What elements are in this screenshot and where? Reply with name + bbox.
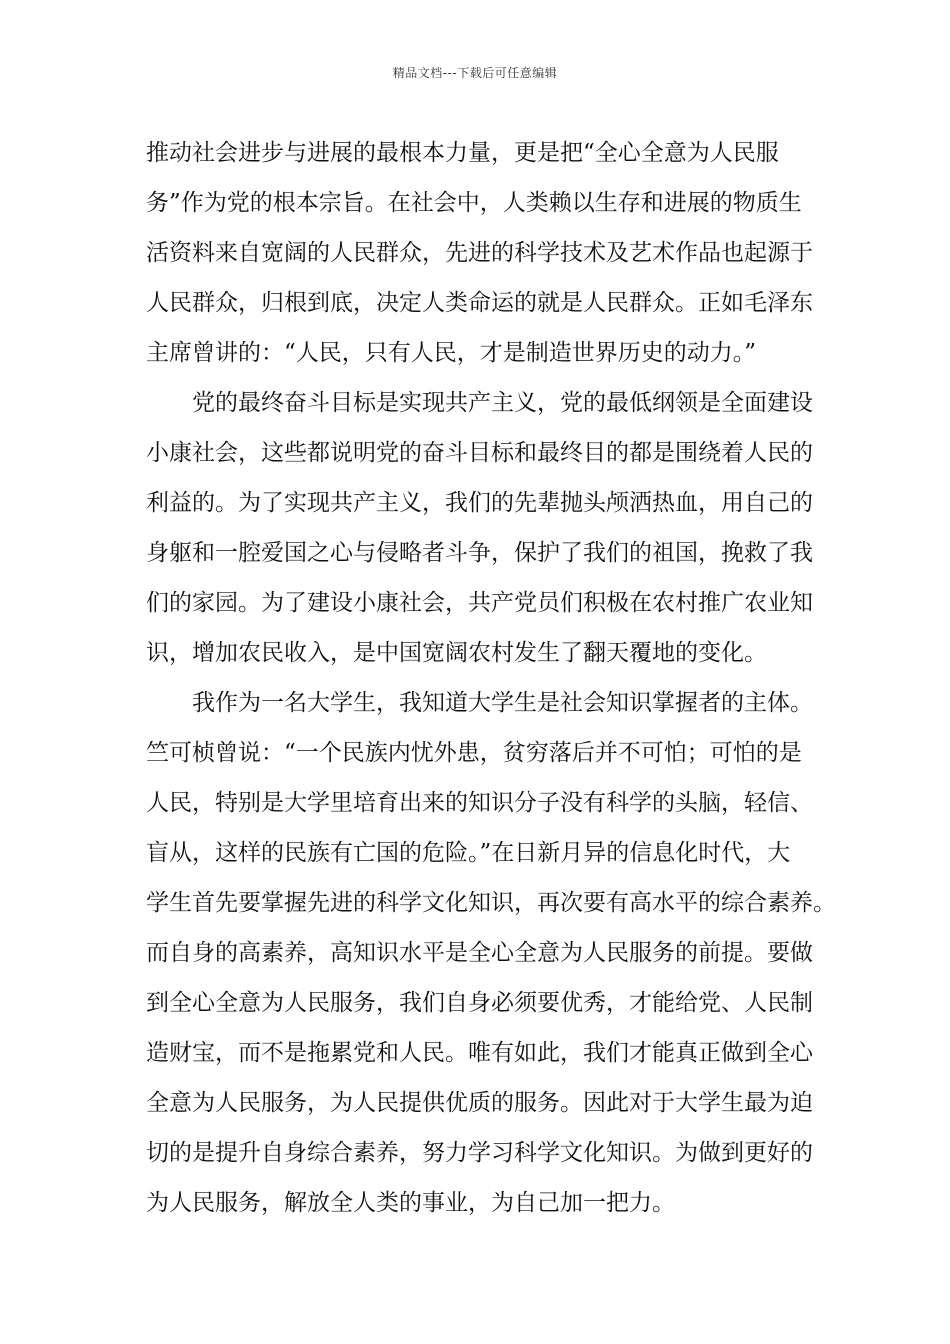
text-line: 们的家园。为了建设小康社会，共产党员们积极在农村推广农业知 [146,590,813,616]
paragraph-first-line: 党的最终奋斗目标是实现共产主义，党的最低纲领是全面建设 [192,390,813,416]
text-line: 身躯和一腔爱国之心与侵略者斗争，保护了我们的祖国，挽救了我 [146,540,813,566]
text-line: 推动社会进步与进展的最根本力量，更是把“全心全意为人民服 [146,140,779,166]
text-line: 盲从，这样的民族有亡国的危险。”在日新月异的信息化时代，大 [146,840,791,866]
text-line: 识，增加农民收入，是中国宽阔农村发生了翻天覆地的变化。 [146,640,767,666]
text-line: 学生首先要掌握先进的科学文化知识，再次要有高水平的综合素养。 [146,890,836,916]
text-line: 而自身的高素养，高知识水平是全心全意为人民服务的前提。要做 [146,940,813,966]
text-line: 竺可桢曾说：“一个民族内忧外患，贫穷落后并不可怕；可怕的是 [146,740,802,766]
text-line: 务”作为党的根本宗旨。在社会中，人类赖以生存和进展的物质生 [146,190,802,216]
text-line: 切的是提升自身综合素养，努力学习科学文化知识。为做到更好的 [146,1140,813,1166]
document-body [146,128,836,1228]
text-line: 人民群众，归根到底，决定人类命运的就是人民群众。正如毛泽东 [146,290,813,316]
text-line: 造财宝，而不是拖累党和人民。唯有如此，我们才能真正做到全心 [146,1040,813,1066]
page-header: 精品文档---下载后可任意编辑 [392,66,558,80]
text-line: 小康社会，这些都说明党的奋斗目标和最终目的都是围绕着人民的 [146,440,813,466]
text-line: 主席曾讲的：“人民，只有人民，才是制造世界历史的动力。” [146,340,757,366]
text-line: 利益的。为了实现共产主义，我们的先辈抛头颅洒热血，用自己的 [146,490,813,516]
text-line: 人民，特别是大学里培育出来的知识分子没有科学的头脑，轻信、 [146,790,813,816]
paragraph-first-line: 我作为一名大学生，我知道大学生是社会知识掌握者的主体。 [192,690,813,716]
text-line: 到全心全意为人民服务，我们自身必须要优秀，才能给党、人民制 [146,990,813,1016]
text-line: 活资料来自宽阔的人民群众，先进的科学技术及艺术作品也起源于 [146,240,813,266]
text-line: 全意为人民服务，为人民提供优质的服务。因此对于大学生最为迫 [146,1090,813,1116]
text-line: 为人民服务，解放全人类的事业，为自己加一把力。 [146,1190,675,1216]
